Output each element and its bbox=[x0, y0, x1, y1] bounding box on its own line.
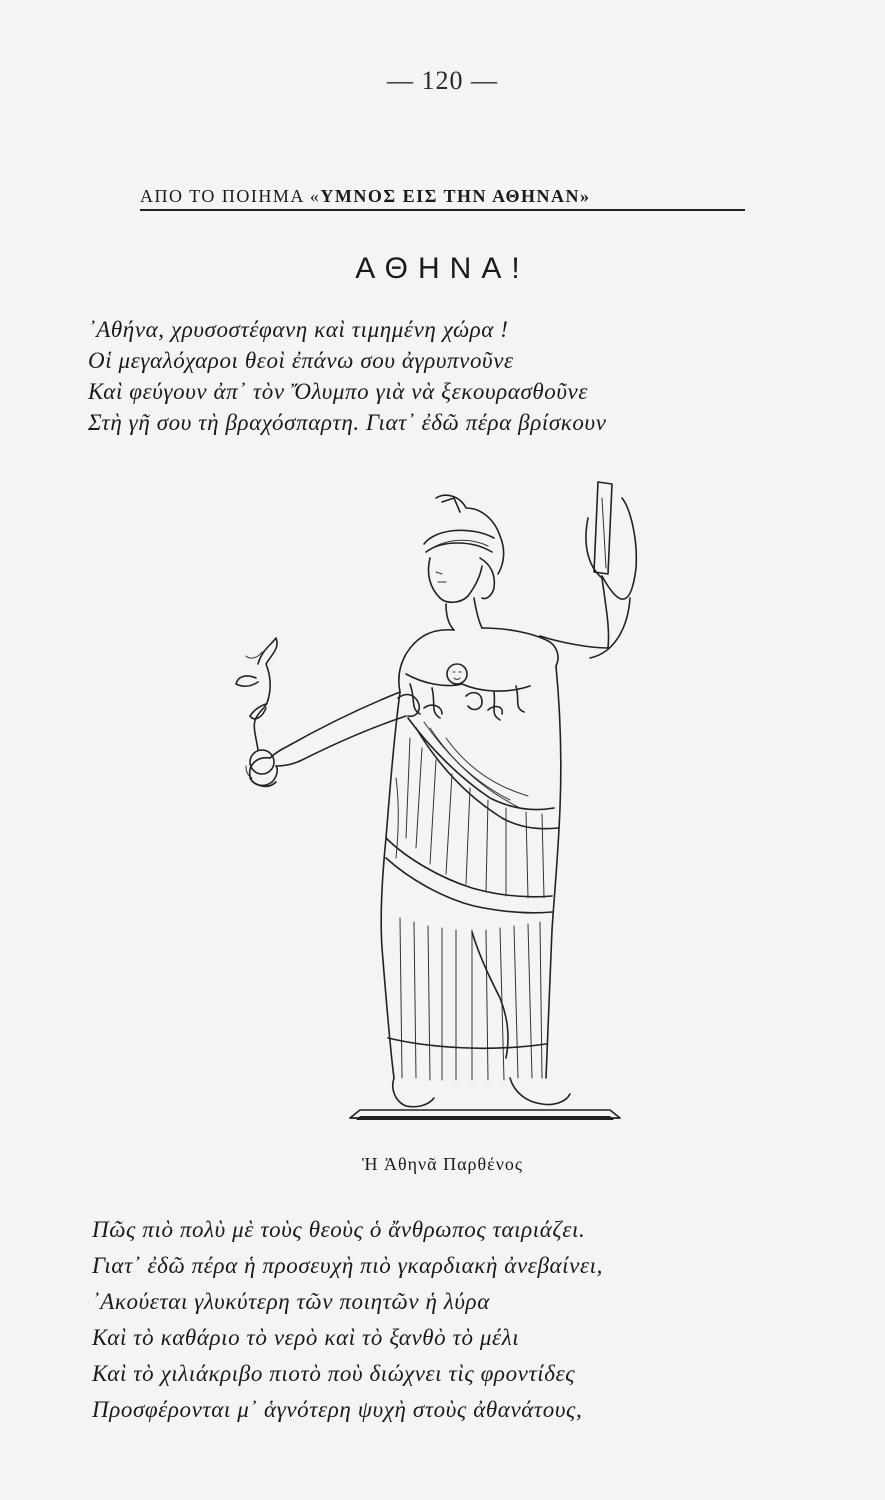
poem-stanza-2 bbox=[92, 1212, 772, 1428]
poem-line: Γιατ᾿ ἐδῶ πέρα ἡ προσευχὴ πιὸ γκαρδιακὴ ἀνεβαίνει, bbox=[92, 1253, 603, 1278]
poem-stanza-1 bbox=[88, 314, 768, 438]
athena-statue-drawing bbox=[210, 478, 670, 1138]
statue-illustration bbox=[210, 478, 670, 1138]
poem-line: Καὶ τὸ χιλιάκριβο πιοτὸ ποὺ διώχνει τὶς φροντίδες bbox=[92, 1361, 576, 1386]
poem-line: Στὴ γῆ σου τὴ βραχόσπαρτη. Γιατ᾿ ἐδῶ πέρα βρίσκουν bbox=[88, 410, 607, 435]
poem-line: Καὶ φεύγουν ἀπ᾿ τὸν Ὄλυμπο γιὰ νὰ ξεκουρασθοῦνε bbox=[88, 379, 589, 404]
page-number: — 120 — bbox=[387, 66, 498, 95]
poem-line: Οἱ μεγαλόχαροι θεοὶ ἐπάνω σου ἀγρυπνοῦνε bbox=[88, 348, 514, 373]
section-heading bbox=[140, 186, 745, 211]
poem-line: Προσφέρονται μ᾿ ἁγνότερη ψυχὴ στοὺς ἀθανάτους, bbox=[92, 1397, 583, 1422]
poem-line: Πῶς πιὸ πολὺ μὲ τοὺς θεοὺς ὁ ἄνθρωπος ταιριάζει. bbox=[92, 1217, 586, 1242]
poem-line: Καὶ τὸ καθάριο τὸ νερὸ καὶ τὸ ξανθὸ τὸ μέλι bbox=[92, 1325, 520, 1350]
section-heading-bold: ΥΜΝΟΣ ΕΙΣ ΤΗΝ ΑΘΗΝΑΝ» bbox=[320, 186, 591, 206]
figure-caption: Ἡ Ἀθηνᾶ Παρθένος bbox=[362, 1154, 523, 1174]
poem-title: ΑΘΗΝΑ! bbox=[355, 252, 530, 285]
poem-line: ᾿Αθήνα, χρυσοστέφανη καὶ τιμημένη χώρα ! bbox=[88, 317, 509, 342]
poem-line: ᾿Ακούεται γλυκύτερη τῶν ποιητῶν ἡ λύρα bbox=[92, 1289, 490, 1314]
section-heading-plain: ΑΠΟ ΤΟ ΠΟΙΗΜΑ « bbox=[140, 186, 321, 206]
